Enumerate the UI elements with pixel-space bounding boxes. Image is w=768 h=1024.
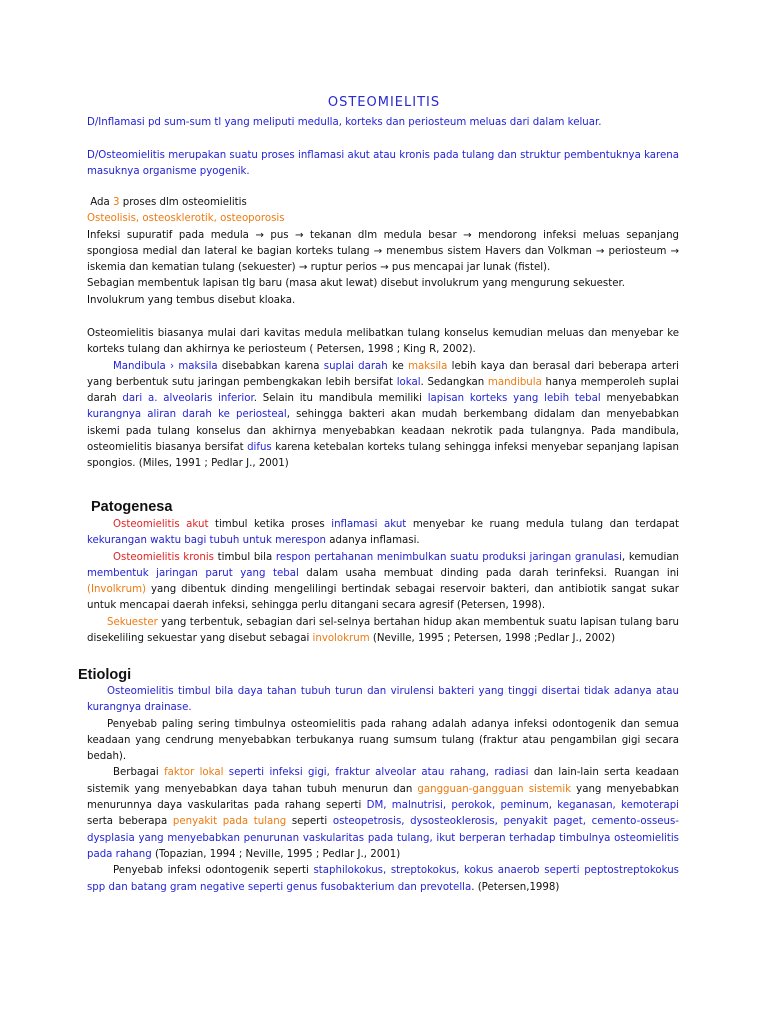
patogenesa-p2: Osteomielitis kronis timbul bila respon pertahanan menimbulkan suatu produksi jaringan granulasi, kemudian membentuk jaringan parut yang tebal dalam usaha membuat dinding pada darah terinfeksi. Ruangan ini (Involkrum) yang dibentuk dinding mengelilingi bertindak sebagai reservoir bakteri, dan antibiotik sangat sukar untuk mencapai daerah infeksi, sehingga perlu ditangani secara agresif (Petersen, 1998). [87, 551, 680, 612]
definition-1-text: D/Inflamasi pd sum-sum tl yang meliputi medulla, korteks dan periosteum meluas dari dalam keluar. [87, 117, 602, 128]
etiologi-section [87, 684, 679, 896]
definition-2 [87, 148, 679, 181]
definition-2-text: D/Osteomielitis merupakan suatu proses inflamasi akut atau kronis pada tulang dan struktur pembentuknya karena masuknya organisme pyogenik. [87, 150, 679, 178]
etiologi-p4: Penyebab infeksi odontogenik seperti staphilokokus, streptokokus, kokus anaerob seperti peptostreptokokus spp dan batang gram negative seperti genus fusobakterium dan prevotella. (Petersen,1998) [87, 865, 679, 893]
proses-section [87, 195, 679, 309]
proses-line-1: Infeksi supuratif pada medula → pus → tekanan dlm medula besar → mendorong infeksi meluas sepanjang spongiosa medial dan lateral ke bagian korteks tulang → menembus sistem Havers dan Volkman → periosteum → iskemia dan kematian tulang (sekuester) → ruptur perios → pus mencapai jar lunak (fistel). [87, 229, 679, 274]
proses-line-3: Involukrum yang tembus disebut kloaka. [87, 294, 296, 306]
paragraph-3b: Mandibula › maksila disebabkan karena suplai darah ke maksila lebih kaya dan berasal dari beberapa arteri yang berbentuk sutu jaringan pembengkakan lebih bersifat lokal. Sedangkan mandibula hanya memperoleh suplai darah dari a. alveolaris inferior. Selain itu mandibula memiliki lapisan korteks yang lebih tebal menyebabkan kurangnya aliran darah ke periosteal, sehingga bakteri akan mudah berkembang didalam dan menyebabkan iskemi pada tulang konselus dan akhirnya menyebabkan keadaan nekrotik pada tulangnya. Pada mandibula, osteomielitis biasanya bersifat difus karena ketebalan korteks tulang sehingga infeksi menyebar sepanjang lapisan spongios. (Miles, 1991 ; Pedlar J., 2001) [87, 360, 680, 470]
page-title: OSTEOMIELITIS [327, 95, 441, 110]
patogenesa-heading: Patogenesa [91, 499, 173, 515]
etiologi-p1: Osteomielitis timbul bila daya tahan tubuh turun dan virulensi bakteri yang tinggi disertai tidak adanya atau kurangnya drainase. [87, 686, 679, 714]
definition-1 [87, 115, 679, 131]
etiologi-p2: Penyebab paling sering timbulnya osteomielitis pada rahang adalah adanya infeksi odontogenik dan semua keadaan yang cendrung menyebabkan terbukanya ruang sumsum tulang (fraktur atau pengambilan gigi secara bedah). [87, 718, 679, 763]
etiologi-heading: Etiologi [78, 667, 132, 683]
patogenesa-p3: Sekuester yang terbentuk, sebagian dari sel-selnya bertahan hidup akan membentuk suatu lapisan tulang baru disekeliling sekuestar yang disebut sebagai involokrum (Neville, 1995 ; Petersen, 1998 ;Pedlar J., 2002) [87, 616, 679, 645]
proses-intro: Ada 3 proses dlm osteomielitis [90, 197, 247, 208]
proses-list: Osteolisis, osteosklerotik, osteoporosis [87, 213, 285, 225]
patogenesa-p1: Osteomielitis akut timbul ketika proses inflamasi akut menyebar ke ruang medula tulang dan terdapat kekurangan waktu bagi tubuh untuk merespon adanya inflamasi. [87, 519, 679, 547]
proses-line-2: Sebagian membentuk lapisan tlg baru (masa akut lewat) disebut involukrum yang mengurung sekuester. [87, 278, 625, 290]
etiologi-p3: Berbagai faktor lokal seperti infeksi gigi, fraktur alveolar atau rahang, radiasi dan lain-lain serta keadaan sistemik yang menyebabkan daya tahan tubuh menurun dan gangguan-gangguan sistemik yang menyebabkan menurunnya daya vaskularitas pada rahang seperti DM, malnutrisi, perokok, peminum, keganasan, kemoterapi serta beberapa penyakit pada tulang seperti osteopetrosis, dysosteoklerosis, penyakit paget, cemento-osseus-dysplasia yang menyebabkan penurunan vaskularitas pada tulang, ikut berperan terhadap timbulnya osteomielitis pada rahang (Topazian, 1994 ; Neville, 1995 ; Pedlar J., 2001) [87, 767, 679, 860]
patogenesa-section [87, 517, 679, 647]
paragraph-3 [87, 326, 679, 473]
paragraph-3a: Osteomielitis biasanya mulai dari kavitas medula melibatkan tulang konselus kemudian meluas dan menyebar ke korteks tulang dan akhirnya ke periosteum ( Petersen, 1998 ; King R, 2002). [87, 328, 679, 356]
